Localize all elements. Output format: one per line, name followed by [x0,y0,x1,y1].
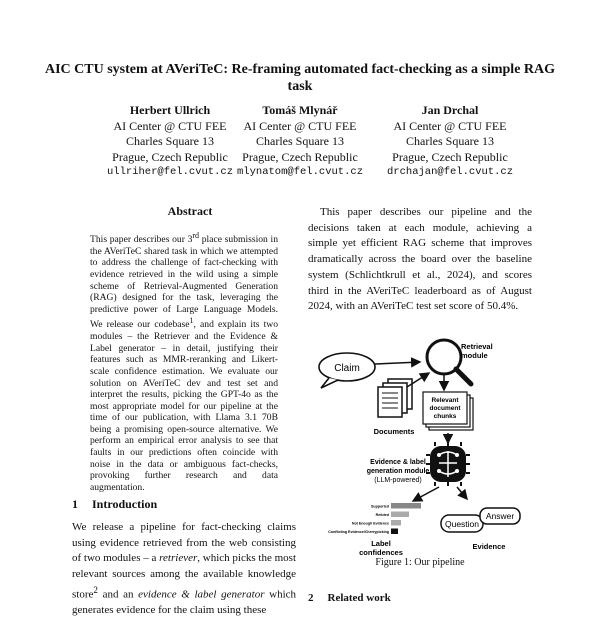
abstract-heading: Abstract [167,204,213,218]
section-heading-introduction [72,497,157,512]
section-number: 1 [72,497,78,511]
figure-caption: Figure 1: Our pipeline [375,557,465,568]
footnote-mark: 1 [189,316,194,326]
author-block-2 [215,103,385,181]
bar-label: Refuted [375,513,389,517]
author-email: drchajan@fel.cvut.cz [386,166,514,178]
question-label: Question [444,519,480,529]
author-address: Charles Square 13 [126,134,214,148]
evidence-label: Evidence [472,542,506,551]
confidence-bar [391,520,401,526]
chunks-label-1: Relevant [431,397,459,404]
abstract-part: , and explain its two modules – the Retriever and the Evidence & Label generator – in detail, justifying their features such as MMR-reranking and Likert-scale confidence estimation. We evaluate our solution on AVeriTeC dev and test set and interpret the results, picking the GPT-4o as the most appropriate model for our pipeline at the time of our publication, with Llama 3.1 70B being a promising open-source alternative. We perform an empirical error analysis to see that faults in our predictions often coincide with noise in the data or ambiguous fact-checks, provoking further research and data augmentation. [90,319,278,493]
generation-label-2: generation module [366,468,430,475]
footnote-mark: 2 [93,584,98,595]
pipeline-diagram [305,327,535,557]
author-city: Prague, Czech Republic [242,149,358,164]
paper-title: AIC CTU system at AVeriTeC: Re-framing automated fact-checking as a simple RAG task [44,62,556,94]
arrow [375,362,420,364]
author-email: ullriher@fel.cvut.cz [106,166,234,178]
retrieval-label-1: Retrieval [461,342,493,351]
abstract-part: This paper describes our 3 [90,234,193,246]
author-affiliation: AI Center @ CTU FEE [113,118,227,133]
author-name: Herbert Ullrich [129,103,211,117]
intro-part: and an [97,588,139,601]
question-bubble [441,515,483,532]
intro-emphasis: evidence & label generator [138,588,265,601]
intro-part: which generates evidence for the claim using these [72,588,297,617]
intro-emphasis: retriever [159,552,198,565]
chunks-label-3: chunks [433,413,457,420]
confidence-bar [391,503,421,509]
author-address: Charles Square 13 [256,134,344,148]
bar-label: Supported [371,504,389,509]
author-city: Prague, Czech Republic [112,149,228,164]
intro-part: We release a pipeline for fact-checking claims using evidence retrieved from the web consisting of two modules – a [72,521,296,565]
bar-label: Not Enough Evidence [351,521,389,526]
section-title: Related work [327,592,391,604]
document-chunks-box [423,392,473,430]
generation-label-1: Evidence & label [370,459,426,466]
brain-chip-icon [426,442,470,486]
intro-part: , which picks the most relevant sources among the available knowledge store [72,552,297,601]
confidence-bar [391,529,398,535]
label-confidence-bars [328,503,421,534]
retrieval-label-2: module [461,351,488,360]
right-paragraph: This paper describes our pipeline and the decisions taken at each module, achieving a simple yet efficient RAG scheme that improves dramatically across the board over the baseline system (Schlichtkrull et al., 2024), and scores third in the AVeriTeC leaderboard as of August 2024, with an AVeriTeC test set score of 50.4%. [308,206,532,313]
generation-label-3: (LLM-powered) [374,477,422,484]
author-name: Jan Drchal [421,103,479,117]
bar-label: Conflicting Evidence/Cherrypicking [328,530,389,534]
abstract-text [90,230,278,493]
pipeline-figure [305,327,535,557]
introduction-text [72,520,296,619]
author-email: mlynatom@fel.cvut.cz [236,166,364,178]
documents-icon [378,379,412,417]
section-heading-related-work [308,592,391,604]
answer-label: Answer [485,511,515,521]
arrow [457,487,467,499]
author-affiliation: AI Center @ CTU FEE [393,118,507,133]
arrow [413,487,439,501]
author-city: Prague, Czech Republic [392,149,508,164]
documents-label: Documents [373,427,415,436]
author-address: Charles Square 13 [406,134,494,148]
chunks-label-2: document [429,405,461,412]
abstract-sup: rd [192,231,200,240]
author-name: Tomáš Mlynář [262,103,338,117]
claim-label: Claim [334,363,360,374]
abstract-part: place submission in the AVeriTeC shared task in which we attempted to address the challenge of fact-checking with evidence retrieved in the wild using a simple scheme of Retrieval-Augmented Generation (RAG) designed for the task, leveraging the predictive power of Large Language Models. We release our codebase [90,234,278,331]
section-number: 2 [308,592,314,604]
answer-bubble [480,508,520,524]
label-confidences-1: Label [371,539,391,548]
author-affiliation: AI Center @ CTU FEE [243,118,357,133]
confidence-bar [391,512,409,518]
author-block-3 [365,103,535,181]
claim-bubble [319,353,375,388]
section-title: Introduction [92,497,158,511]
label-confidences-2: confidences [359,548,403,557]
